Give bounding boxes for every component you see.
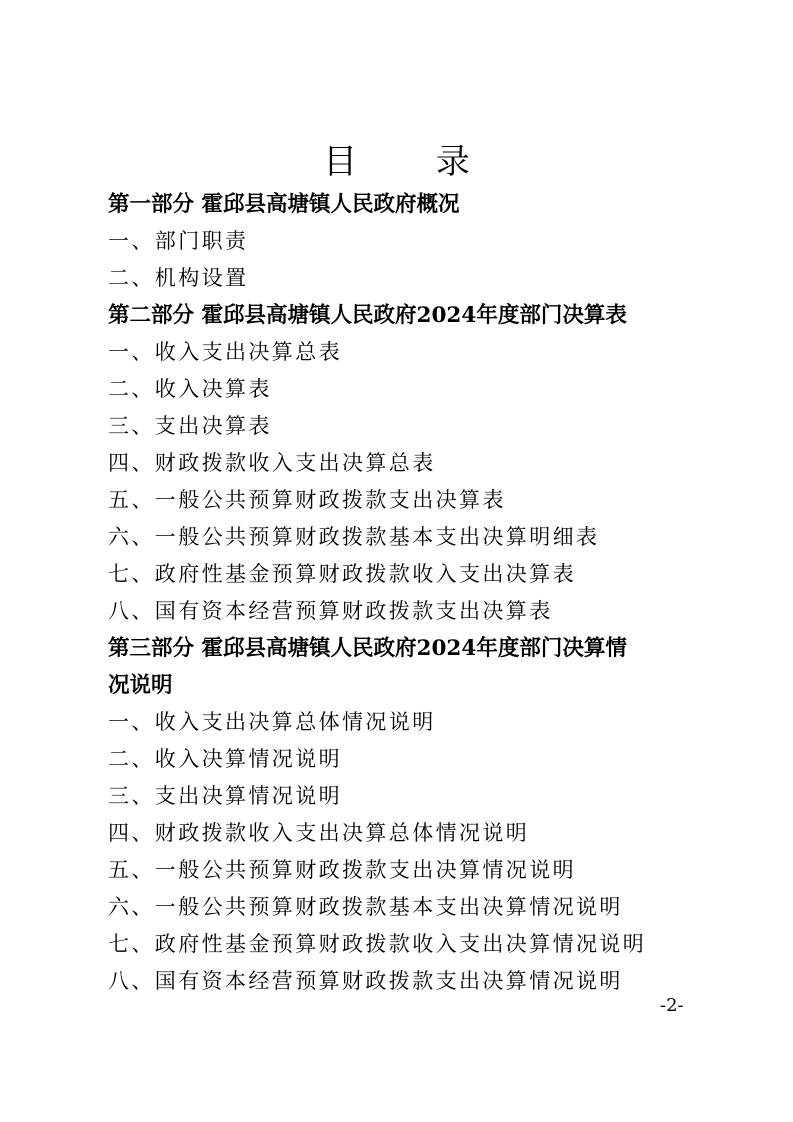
section-3-item-1: 一、收入支出决算总体情况说明 bbox=[108, 710, 436, 734]
section-1-item-2: 二、机构设置 bbox=[108, 266, 249, 290]
section-3-item-7: 七、政府性基金预算财政拨款收入支出决算情况说明 bbox=[108, 932, 647, 956]
page-title: 目 录 bbox=[323, 142, 504, 182]
section-2-item-5: 五、一般公共预算财政拨款支出决算表 bbox=[108, 488, 506, 512]
section-1-heading: 第一部分 霍邱县高塘镇人民政府概况 bbox=[108, 192, 460, 217]
section-3-item-2: 二、收入决算情况说明 bbox=[108, 747, 342, 771]
page-number: -2- bbox=[660, 995, 684, 1016]
section-2-item-1: 一、收入支出决算总表 bbox=[108, 340, 342, 364]
table-of-contents bbox=[108, 186, 708, 1000]
section-2-item-7: 七、政府性基金预算财政拨款收入支出决算表 bbox=[108, 562, 576, 586]
section-1-item-1: 一、部门职责 bbox=[108, 229, 249, 253]
section-2-item-6: 六、一般公共预算财政拨款基本支出决算明细表 bbox=[108, 525, 600, 549]
section-2-heading: 第二部分 霍邱县高塘镇人民政府2024年度部门决算表 bbox=[108, 303, 627, 328]
section-3-item-6: 六、一般公共预算财政拨款基本支出决算情况说明 bbox=[108, 895, 623, 919]
section-2-item-8: 八、国有资本经营预算财政拨款支出决算表 bbox=[108, 599, 553, 623]
section-2-item-3: 三、支出决算表 bbox=[108, 414, 272, 438]
section-3-item-3: 三、支出决算情况说明 bbox=[108, 784, 342, 808]
section-3-item-5: 五、一般公共预算财政拨款支出决算情况说明 bbox=[108, 858, 576, 882]
section-3-item-4: 四、财政拨款收入支出决算总体情况说明 bbox=[108, 821, 530, 845]
section-2-item-2: 二、收入决算表 bbox=[108, 377, 272, 401]
section-2-item-4: 四、财政拨款收入支出决算总表 bbox=[108, 451, 436, 475]
section-3-heading-line-2: 况说明 bbox=[108, 673, 173, 698]
section-3-heading-line-1: 第三部分 霍邱县高塘镇人民政府2024年度部门决算情 bbox=[108, 636, 627, 661]
section-3-item-8: 八、国有资本经营预算财政拨款支出决算情况说明 bbox=[108, 969, 623, 993]
